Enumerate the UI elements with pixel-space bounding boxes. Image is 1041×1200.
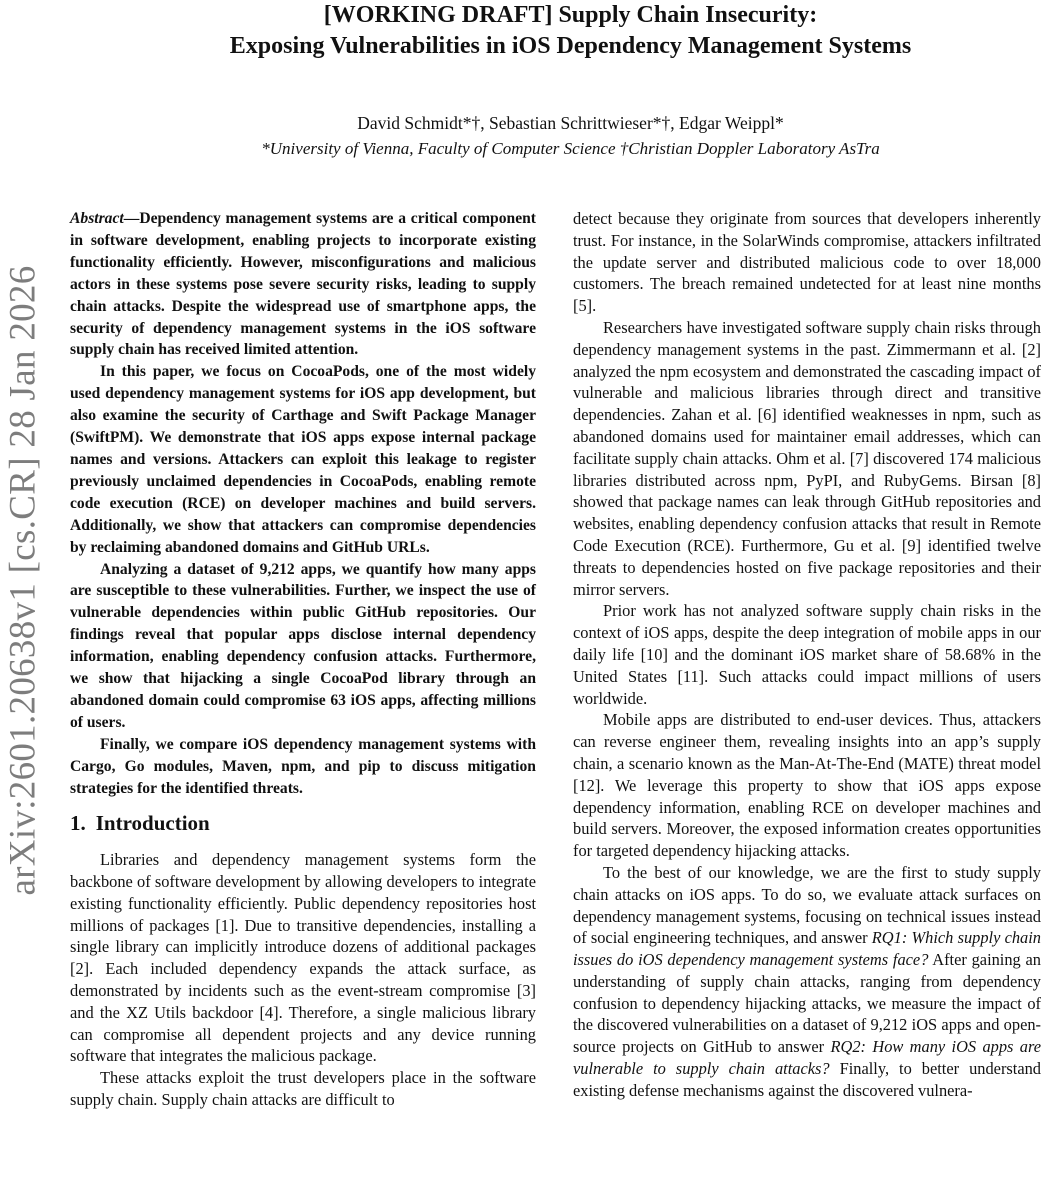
arxiv-identifier-text: arXiv:2601.20638v1 [cs.CR] 28 Jan 2026	[2, 264, 44, 896]
right-column	[573, 208, 1041, 1102]
introduction-left	[70, 849, 536, 1111]
arxiv-identifier	[0, 235, 46, 925]
abstract-paragraph-2: In this paper, we focus on CocoaPods, one of the most widely used dependency management systems for iOS app development, but also examine the security of Carthage and Swift Package Manager (SwiftPM). We demonstrate that iOS apps expose internal package names and versions. Attackers can exploit this leakage to register previously unclaimed dependencies in CocoaPods, enabling remote code execution (RCE) on developer machines and build servers. Additionally, we show that attackers can compromise dependencies by reclaiming abandoned domains and GitHub URLs.	[70, 363, 536, 556]
paper-header	[100, 0, 1041, 62]
author-list: David Schmidt*†, Sebastian Schrittwieser*†, Edgar Weippl*	[357, 113, 784, 133]
title-line-2: Exposing Vulnerabilities in iOS Dependency Management Systems	[229, 33, 912, 59]
paper-title	[100, 0, 1041, 62]
intro-paragraph-1: Libraries and dependency management systems form the backbone of software development by allowing developers to integrate existing functionality efficiently. Public dependency repositories host millions of packages [1]. Due to transitive dependencies, installing a single library can implicitly introduce dozens of additional packages [2]. Each included dependency expands the attack surface, as demonstrated by incidents such as the event-stream compromise [3] and the XZ Utils backdoor [4]. Therefore, a single malicious library can compromise all dependent projects and any device running software that integrates the malicious package.	[70, 850, 536, 1066]
abstract-paragraph-3: Analyzing a dataset of 9,212 apps, we quantify how many apps are susceptible to these vulnerabilities. Further, we inspect the use of vulnerable dependencies within public GitHub repositories. Our findings reveal that popular apps disclose internal dependency information, enabling dependency confusion attacks. Furthermore, we show that hijacking a single CocoaPod library through an abandoned domain could compromise 63 iOS apps, affecting millions of users.	[70, 560, 536, 731]
research-question-1: RQ1: Which supply chain issues do iOS dependency management systems face?	[573, 928, 1041, 970]
right-paragraph-4: Mobile apps are distributed to end-user devices. Thus, attackers can reverse engineer them, revealing insights into an app’s supply chain, a scenario known as the Man-At-The-End (MATE) threat model [12]. We leverage this property to show that iOS apps expose dependency information, enabling RCE on developer machines and build servers. Moreover, the exposed information creates opportunities for targeted dependency hijacking attacks.	[573, 710, 1041, 861]
section-title: Introduction	[95, 811, 210, 836]
abstract-paragraph-1	[70, 208, 536, 361]
title-line-1: [WORKING DRAFT] Supply Chain Insecurity:	[323, 2, 818, 28]
p5-text-c: Finally, to better understand existing defense mechanisms against the discovered vulnera-	[573, 1059, 1041, 1100]
left-column	[70, 208, 536, 1111]
right-paragraph-2: Researchers have investigated software supply chain risks through dependency management systems in the past. Zimmermann et al. [2] analyzed the npm ecosystem and demonstrated the cascading impact of vulnerable and malicious libraries through direct and transitive dependencies. Zahan et al. [6] identified weaknesses in npm, such as abandoned domains used for maintainer email addresses, which can facilitate supply chain attacks. Ohm et al. [7] discovered 174 malicious libraries distributed across npm, PyPI, and RubyGems. Birsan [8] showed that package names can leak through GitHub repositories and websites, enabling dependency confusion attacks that result in Remote Code Execution (RCE). Furthermore, Gu et al. [9] identified twelve threats to dependencies hosted on five package repositories and their mirror servers.	[573, 317, 1041, 599]
right-paragraph-1: detect because they originate from sources that developers inherently trust. For instance, in the SolarWinds compromise, attackers infiltrated the update server and distributed malicious code to over 18,000 customers. The breach remained undetected for at least nine months [5].	[573, 209, 1041, 316]
abstract-p1-text: —Dependency management systems are a critical component in software development, enabling projects to incorporate existing functionality efficiently. However, misconfigurations and malicious actors in these systems pose severe security risks, leading to supply chain attacks. Despite the widespread use of smartphone apps, the security of dependency management systems in the iOS software supply chain has received limited attention.	[70, 210, 536, 359]
p5-text-b: After gaining an understanding of supply chain attacks, ranging from dependency confusion to dependency hijacking attacks, we measure the impact of the discovered vulnerabilities on a dataset of 9,212 iOS apps and open-source projects on GitHub to answer	[573, 950, 1041, 1057]
section-number: 1.	[70, 811, 86, 836]
abstract-label: Abstract	[70, 210, 124, 227]
affiliations: *University of Vienna, Faculty of Computer Science †Christian Doppler Laboratory AsTra	[261, 139, 880, 158]
research-question-2: RQ2: How many iOS apps are vulnerable to supply chain attacks?	[573, 1037, 1041, 1079]
section-heading	[70, 813, 536, 835]
right-paragraph-3: Prior work has not analyzed software supply chain risks in the context of iOS apps, despite the deep integration of mobile apps in our daily life [10] and the dominant iOS market share of 58.68% in the United States [11]. Such attacks could impact millions of users worldwide.	[573, 601, 1041, 708]
abstract-paragraph-4: Finally, we compare iOS dependency management systems with Cargo, Go modules, Maven, npm, and pip to discuss mitigation strategies for the identified threats.	[70, 735, 536, 797]
abstract	[70, 208, 536, 799]
p5-text-a: To the best of our knowledge, we are the first to study supply chain attacks on iOS apps. To do so, we evaluate attack surfaces on dependency management systems, focusing on technical issues instead of social engineering techniques, and answer	[573, 862, 1041, 948]
right-paragraph-5	[573, 862, 1041, 1102]
intro-paragraph-2: These attacks exploit the trust developers place in the software supply chain. Supply chain attacks are difficult to	[70, 1068, 536, 1110]
